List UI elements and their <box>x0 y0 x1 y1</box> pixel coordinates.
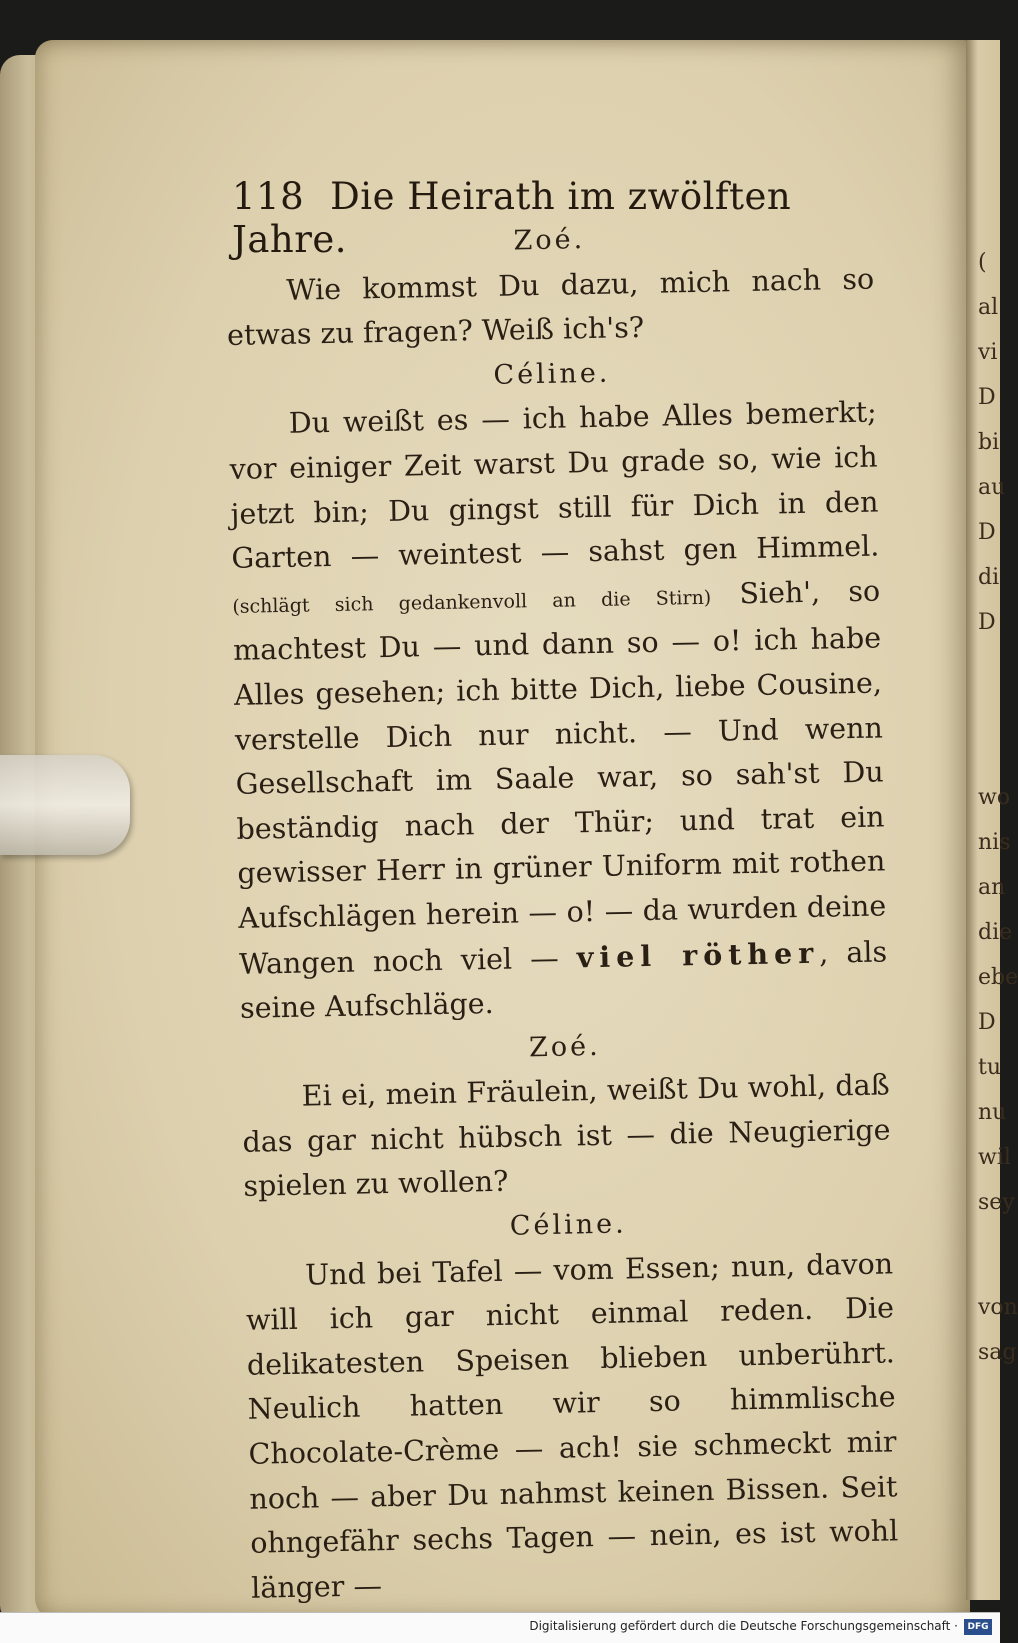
dialogue-paragraph: Wie kommst Du dazu, mich nach so etwas zu fragen? Weiß ich's? <box>226 262 875 353</box>
dfg-logo: DFG <box>964 1619 992 1635</box>
facing-page-fragment: tu <box>978 1055 1002 1080</box>
facing-page-fragment: vi <box>978 340 998 365</box>
facing-page-fragment: sey <box>978 1190 1015 1215</box>
body-text <box>225 213 899 1612</box>
facing-page-fragment: D <box>978 610 996 635</box>
speaker-name: Zoé. <box>513 224 586 257</box>
facing-page-fragment: di <box>978 565 1000 590</box>
stage-direction: (schlägt sich gedankenvoll an die Stirn) <box>232 586 712 618</box>
facing-page-fragment: ebe <box>978 965 1018 990</box>
facing-page-fragment: von <box>978 1295 1018 1320</box>
facing-page-fragment: D <box>978 520 996 545</box>
facing-page-edge <box>966 40 1018 1600</box>
facing-page-fragment: al <box>978 295 999 320</box>
facing-page-fragment: bi <box>978 430 1000 455</box>
facing-page-fragment: ( <box>978 250 987 275</box>
funding-credit: Digitalisierung gefördert durch die Deutsche Forschungsgemeinschaft · <box>529 1619 958 1633</box>
dialogue-paragraph <box>228 391 888 1032</box>
footer-bar <box>0 1612 1000 1643</box>
facing-page-fragment: au <box>978 475 1006 500</box>
dialogue-paragraph: Ei ei, mein Fräulein, weißt Du wohl, daß das gar nicht hübsch ist — die Neugierige spielen zu wollen? <box>242 1068 891 1204</box>
page-clip <box>0 755 130 855</box>
dialogue-text: , als seine Aufschläge. <box>239 934 888 1025</box>
facing-page-fragment: D <box>978 1010 996 1035</box>
facing-page-fragment: wo <box>978 785 1011 810</box>
speaker-name: Céline. <box>493 357 611 391</box>
facing-page-fragment: sag <box>978 1340 1017 1365</box>
running-title: Die Heirath im zwölften Jahre. <box>232 175 792 261</box>
facing-page-fragment: wil <box>978 1145 1011 1170</box>
dialogue-text: Sieh', so machtest Du — und dann so — o! ich habe Alles gesehen; ich bitte Dich, liebe Cousine, verstelle Dich nur nicht. — Und wenn Gesellschaft im Saale war, so sah'st Du beständig nach der Thür; und trat ein gewisser Herr in grüner Uniform mit rothen Aufschlägen herein — o! — da wurden deine Wangen noch viel — <box>232 574 887 981</box>
facing-page-fragment: nis <box>978 830 1011 855</box>
dialogue-text: Du weißt es — ich habe Alles bemerkt; vor einiger Zeit warst Du grade so, wie ich jetzt bin; Du gingst still für Dich in den Garten — weintest — sahst gen Himmel. <box>229 395 880 576</box>
facing-page-fragment: D <box>978 385 996 410</box>
facing-page-fragment: nu <box>978 1100 1007 1125</box>
speaker-name: Zoé. <box>528 1030 601 1063</box>
speaker-name: Céline. <box>509 1208 627 1242</box>
page-number: 118 <box>232 175 305 218</box>
emphasized-text: viel röther <box>576 935 820 974</box>
dialogue-paragraph: Und bei Tafel — vom Essen; nun, davon will ich gar nicht einmal reden. Die delikatesten Speisen blieben unberührt. Neulich hatten wir so himmlische Chocolate-Crème — ach! sie schmeckt mir noch — aber Du nahmst keinen Bissen. Seit ohngefähr sechs Tagen — nein, es ist wohl länger — <box>245 1247 899 1605</box>
facing-page-fragment: an <box>978 875 1006 900</box>
facing-page-fragment: die <box>978 920 1013 945</box>
